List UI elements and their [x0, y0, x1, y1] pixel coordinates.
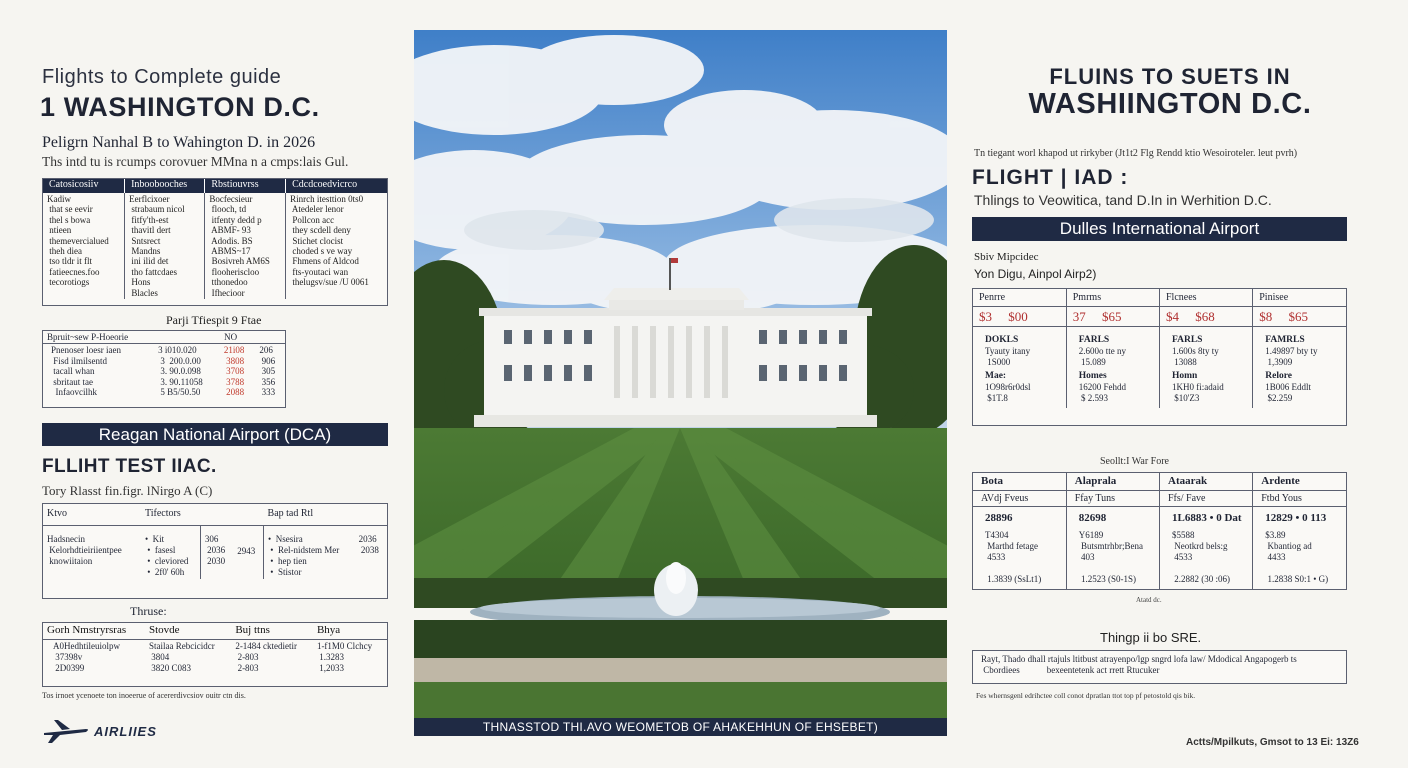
- photo-caption-bar: THNASSTOD THI.AVO WEOMETOB OF AHAKEHHUN OF EHSEBET): [414, 718, 947, 736]
- table-cell: 1-f1M0 Clchcy 1.3283 1,2033: [316, 641, 373, 673]
- table-header: Ardente: [1253, 473, 1346, 491]
- season-detail: Y6189 Butsmtrhbr;Bena 403 1.2523 (S0-1S): [1078, 530, 1143, 584]
- fare-label: FARLS: [1078, 335, 1110, 345]
- transport-table-title: Thruse:: [130, 604, 167, 618]
- table-cell: 3 i010.020 3 200.0.00 3. 90.0.098 3. 90.11058 5 B5/50.50: [158, 345, 203, 398]
- table-header: Bota: [973, 473, 1066, 491]
- logo-text: AIRLIIES: [94, 723, 157, 739]
- table-header: Bpruit~sew P-Hoeorie: [43, 331, 154, 344]
- season-detail: $5588 Neotkrd bels:g 4533 2.2882 (30 :06): [1172, 530, 1230, 584]
- table-cell: 206 906 305 356 333: [259, 345, 276, 398]
- fare-table-title: Parji Tfiespit 9 Ftae: [166, 313, 262, 327]
- fare-label: FAMRLS: [1265, 335, 1305, 345]
- dca-section-bar: Reagan National Airport (DCA): [42, 423, 388, 446]
- airline-logo: [42, 718, 157, 744]
- right-footnote: Fes whernsgenl edrihctee coll conot dpratlan ttot top pf petostold qis bik.: [976, 691, 1196, 700]
- fare-detail: 16200 Fehdd $ 2.593: [1078, 382, 1126, 403]
- iad-subheading-1: Sbiv Mipcidec: [974, 251, 1039, 263]
- iad-subheading-2: Yon Digu, Ainpol Airp2): [974, 267, 1097, 281]
- season-detail: $3.89 Kbantiog ad 4433 1.2838 S0:1 • G): [1265, 530, 1329, 584]
- fare-label: Homes: [1078, 371, 1107, 381]
- fare-table: [42, 330, 286, 408]
- flight-heading: FLLIHT TEST IIAC.: [42, 456, 217, 477]
- table-cell: 2036 2038: [358, 534, 379, 555]
- table-header: Inboobooches: [125, 179, 205, 193]
- table-cell: • Nsesira • Rel-nidstem Mer • hep tien • Stistor: [268, 534, 340, 577]
- table-cell: 2943: [233, 526, 263, 580]
- season-table: [972, 472, 1347, 590]
- season-value: 12829 • 0 113: [1265, 512, 1327, 524]
- price-cell: 37 $65: [1066, 307, 1159, 327]
- fare-detail: Tyauty itany 1S000: [985, 346, 1031, 367]
- table-cell: A0Hedhtileuiolpw 37398v 2D0399: [53, 641, 120, 673]
- right-meta: Tn tiegant worl khapod ut rirkyber (Jt1t2 Flg Rendd ktio Wesoiroteler. leut pvrh): [974, 148, 1298, 159]
- table-header: Cdcdcoedvicrco: [292, 179, 358, 190]
- iad-flight-heading: FLIGHT | IAD :: [972, 166, 1129, 189]
- airplane-icon: [42, 718, 90, 744]
- table-header: Ktvo: [43, 504, 141, 526]
- publisher-line: Actts/Mpilkuts, Gmsot to 13 Ei: 13Z6: [1186, 737, 1359, 748]
- season-detail: T4304 Marthd fetage 4533 1.3839 (SsLt1): [985, 530, 1042, 584]
- guide-title-line1: Flights to Complete guide: [42, 66, 282, 88]
- table-header: Tifectors: [141, 504, 264, 526]
- table-cell: 306 2036 2030: [204, 534, 226, 566]
- dca-info-table: [42, 503, 388, 599]
- table-cell: Pnenoser loesr iaen Fisd ilmilsentd tacall whan sbritaut tae Infaovcilhk: [51, 345, 121, 398]
- table-subheader: Ffay Tuns: [1066, 491, 1159, 507]
- left-footnote: Tos irnoet ycenoete ton inoeerue of acererdivcsiov ouitr ctn dis.: [42, 691, 246, 700]
- table-cell: 2-1484 cktedietir 2-803 2-803: [235, 641, 298, 673]
- transport-table: [42, 622, 388, 687]
- season-table-title: Seollt:I War Fore: [1100, 456, 1169, 467]
- fare-detail: 2.600o tte ny 15.089: [1078, 346, 1126, 367]
- iad-price-table: [972, 288, 1347, 426]
- table-header: Rbstiouvrss: [205, 179, 286, 193]
- table-cell: Rinrch itesttion 0ts0 Atedeler lenor Pollcon acc they scdell deny Stichet clocist choded s ve way Fhmens of Aldcod fts-youtaci wan thelugsv/sue /U 0061: [290, 194, 369, 288]
- guide-intro: Ths intd tu is rcumps corovuer MMna n a cmps:lais Gul.: [42, 154, 349, 169]
- fare-detail: 1O98r6r0dsl $1T.8: [985, 382, 1031, 403]
- table-cell: Hadsnecin Kelorhdtieiriientpee knowiitaion: [47, 534, 122, 566]
- fare-detail: 1.49897 bty ty 1,3909: [1265, 346, 1318, 367]
- table-cell: 21i08 3808 3708 3788 2088: [223, 345, 245, 398]
- fare-label: DOKLS: [985, 335, 1019, 345]
- season-value: 82698: [1078, 512, 1107, 524]
- table-header: Bhya: [313, 623, 387, 640]
- iad-flight-subheading: Thlings to Veowitica, tand D.In in Werhition D.C.: [974, 192, 1272, 208]
- table-header: Stovde: [145, 623, 231, 640]
- table-header: Penrre: [973, 289, 1066, 307]
- table-header: Pmrms: [1066, 289, 1159, 307]
- right-title-line2: WASHIINGTON D.C.: [1028, 88, 1312, 120]
- fare-label: Mae:: [985, 371, 1007, 381]
- table-header: Catosicosiiv: [43, 179, 125, 193]
- price-cell: $4 $68: [1160, 307, 1253, 327]
- guide-title-line2: 1 WASHINGTON D.C.: [40, 92, 320, 122]
- fare-detail: 1B006 Eddlt $2.259: [1265, 382, 1312, 403]
- table-cell: Stailaa Rebcicidcr 3804 3820 C083: [149, 641, 215, 673]
- table-header: Gorh Nmstryrsras: [43, 623, 145, 640]
- season-table-note: Atatd dc.: [1136, 596, 1162, 604]
- overview-table: [42, 178, 388, 306]
- flight-subheading: Tory Rlasst fin.figr. lNirgo A (C): [42, 483, 213, 498]
- table-header: Buj ttns: [231, 623, 313, 640]
- season-value: 28896: [985, 512, 1013, 524]
- guide-subtitle: Peligrn Nanhal B to Wahington D. in 2026: [42, 134, 316, 151]
- table-subheader: Ftbd Yous: [1253, 491, 1346, 507]
- table-header: Flcnees: [1160, 289, 1253, 307]
- table-header: NO: [154, 331, 285, 344]
- right-title-line1: FLUINS TO SUETS IN: [1049, 64, 1291, 89]
- table-header: Alaprala: [1066, 473, 1159, 491]
- table-header: Bap tad Rtl: [264, 504, 387, 526]
- table-subheader: Ffs/ Fave: [1160, 491, 1253, 507]
- white-house-illustration: [414, 30, 947, 736]
- fare-detail: 1KH0 fi:adaid $10'Z3: [1172, 382, 1224, 403]
- table-subheader: AVdj Fveus: [973, 491, 1066, 507]
- table-header: Ataarak: [1160, 473, 1253, 491]
- things-box: Rayt, Thado dhall rtajuls ltitbust atrayenpo/lgp sngrd lofa law/ Mdodical Angapogerb ts Cbordiees bexeentetenk act rrett Rtucuker: [972, 650, 1347, 684]
- fare-label: Homn: [1172, 371, 1198, 381]
- table-cell: Kadiw that se eevir thel s bowa ntieen themevercialued theh diea tso tldr it flt fatieecnes.foo tecorotiogs: [43, 193, 125, 299]
- season-value: 1L6883 • 0 Dat: [1172, 512, 1242, 524]
- iad-section-bar: Dulles International Airport: [972, 217, 1347, 241]
- price-cell: $8 $65: [1253, 307, 1346, 327]
- fare-detail: 1.600s 8ty ty 13088: [1172, 346, 1219, 367]
- table-cell: • Kit • fasesl • cleviored • 2f0' 60h: [141, 526, 200, 580]
- table-cell: Bocfecsieur flooch, td itfenty dedd p ABMF- 93 Adodis. BS ABMS~17 Bosivreh AM6S flooheriscloo tthonedoo Ifhecioor: [205, 193, 286, 299]
- things-heading: Thingp ii bo SRE.: [1100, 630, 1202, 645]
- table-cell: Eerflcixoer strabaum nicol fitfy'th-est thavitl dert Sntsrect Mandns ini ilid det tho fattcdaes Hons Blacles: [125, 193, 205, 299]
- price-cell: $3 $00: [973, 307, 1066, 327]
- fare-label: Relore: [1265, 371, 1292, 381]
- table-header: Pinisee: [1253, 289, 1346, 307]
- fare-label: FARLS: [1172, 335, 1203, 345]
- white-house-photo: [414, 30, 947, 736]
